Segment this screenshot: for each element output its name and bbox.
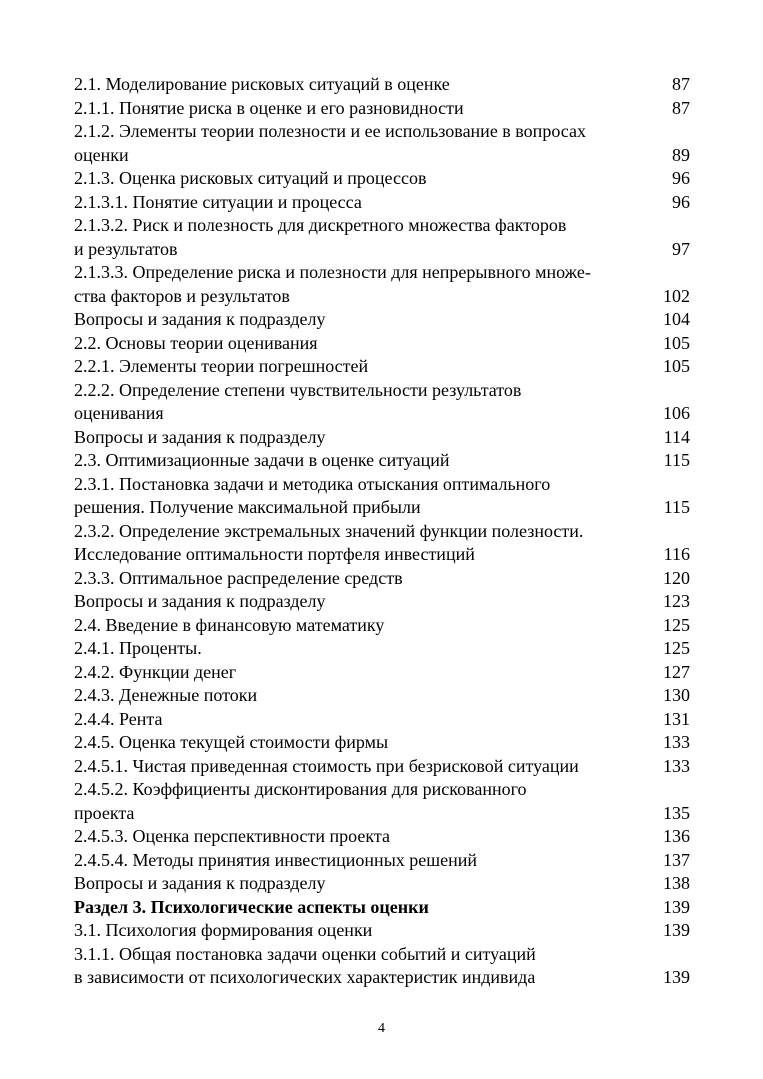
toc-line [74, 708, 690, 732]
toc-page-number: 87 [672, 97, 690, 118]
toc-entry-title: Вопросы и задания к подразделу [74, 591, 326, 611]
toc-line [74, 684, 690, 708]
toc-page-number: 139 [663, 896, 690, 917]
toc-entry-title: и результатов [74, 238, 178, 259]
toc-line [74, 614, 690, 638]
toc-page-number: 116 [663, 544, 690, 564]
toc-entry-title: 2.1. Моделирование рисковых ситуаций в оценке [74, 74, 450, 94]
toc-page-number: 135 [663, 802, 690, 823]
toc-page-number: 89 [672, 144, 690, 165]
toc-page-number: 125 [663, 638, 690, 658]
toc-line [74, 379, 690, 403]
page-number: 4 [378, 1021, 385, 1036]
toc-entry-title: 2.4. Введение в финансовую математику [74, 614, 385, 635]
toc-entry-title: 2.1.3. Оценка рисковых ситуаций и процессов [74, 168, 427, 188]
toc-section-heading [74, 896, 690, 920]
toc-line [74, 872, 690, 896]
toc-line [74, 332, 690, 356]
toc-page-number: 115 [663, 450, 690, 470]
toc-page-number: 102 [663, 285, 690, 306]
toc-page-number: 87 [672, 74, 690, 94]
toc-entry-title: 2.3.1. Постановка задачи и методика отыскания оптимального [74, 473, 551, 494]
toc-line [74, 825, 690, 849]
toc-entry-title: решения. Получение максимальной прибыли [74, 497, 421, 517]
toc-line [74, 590, 690, 614]
toc-entry-title: 2.4.2. Функции денег [74, 661, 237, 682]
toc-entry-title: 2.4.5.2. Коэффициенты дисконтирования для рискованного [74, 779, 527, 799]
toc-entry-title: 2.4.3. Денежные потоки [74, 685, 258, 705]
toc-entry-title: оценки [74, 144, 129, 165]
toc-entry-title: ства факторов и результатов [74, 285, 290, 306]
toc-page-number: 96 [672, 168, 690, 188]
toc-entry-title: 3.1. Психология формирования оценки [74, 920, 373, 940]
toc-entry-title: 2.3.3. Оптимальное распределение средств [74, 567, 403, 588]
toc-line [74, 919, 690, 943]
toc-line [74, 426, 690, 450]
toc-line [74, 731, 690, 755]
toc-line [74, 73, 690, 97]
toc-entry-title: Вопросы и задания к подразделу [74, 309, 326, 329]
toc-entry-title: 2.3.2. Определение экстремальных значений функции полезности. [74, 520, 584, 541]
toc-line [74, 261, 690, 285]
toc-entry-title: Вопросы и задания к подразделу [74, 426, 326, 447]
toc-line [74, 97, 690, 121]
toc-entry-title: 2.1.3.3. Определение риска и полезности для непрерывного множе- [74, 262, 591, 282]
toc-page-number: 105 [663, 332, 690, 353]
toc-entry-title: 2.3. Оптимизационные задачи в оценке ситуаций [74, 450, 450, 470]
toc-line [74, 966, 690, 990]
toc-page-number: 96 [672, 191, 690, 212]
toc-line [74, 355, 690, 379]
toc-entry-title: 2.4.5.1. Чистая приведенная стоимость при безрисковой ситуации [74, 755, 579, 776]
toc-line [74, 567, 690, 591]
toc-entry-title: 2.4.1. Проценты. [74, 638, 202, 658]
toc-entry-title: 2.4.5. Оценка текущей стоимости фирмы [74, 732, 389, 752]
toc-line [74, 778, 690, 802]
toc-page-number: 130 [663, 685, 690, 705]
toc-line [74, 637, 690, 661]
toc-line [74, 520, 690, 544]
toc-page-number: 131 [663, 708, 690, 729]
toc-page-number: 127 [663, 661, 690, 682]
toc-page-number: 123 [663, 591, 690, 611]
toc-line [74, 496, 690, 520]
toc-page-number: 139 [663, 967, 690, 987]
toc-page-number: 139 [663, 920, 690, 940]
toc-page-number: 136 [663, 826, 690, 846]
toc-entry-title: Исследование оптимальности портфеля инвестиций [74, 544, 475, 564]
toc-entry-title: оценивания [74, 403, 164, 423]
toc-entry-title: 2.2. Основы теории оценивания [74, 332, 318, 353]
toc-line [74, 238, 690, 262]
toc-page-number: 115 [663, 497, 690, 517]
toc-entry-title: 2.1.1. Понятие риска в оценке и его разновидности [74, 97, 464, 118]
toc-line [74, 120, 690, 144]
toc-entry-title: 2.4.5.4. Методы принятия инвестиционных решений [74, 849, 478, 870]
toc-line [74, 473, 690, 497]
toc-line [74, 144, 690, 168]
toc-page-number: 106 [663, 403, 690, 423]
toc-page-number: 133 [663, 732, 690, 752]
toc-entry-title: 2.4.5.3. Оценка перспективности проекта [74, 826, 390, 846]
toc-entry-title: 3.1.1. Общая постановка задачи оценки событий и ситуаций [74, 943, 536, 964]
toc-page-number: 125 [663, 614, 690, 635]
toc-entry-title: 2.1.2. Элементы теории полезности и ее использование в вопросах [74, 121, 586, 141]
toc-line [74, 755, 690, 779]
toc-line [74, 214, 690, 238]
toc-page-number: 104 [663, 309, 690, 329]
toc-page-number: 120 [663, 567, 690, 588]
toc-line [74, 449, 690, 473]
toc-line [74, 943, 690, 967]
toc-page-number: 137 [663, 849, 690, 870]
toc-line [74, 849, 690, 873]
toc-line [74, 285, 690, 309]
toc-page-number: 105 [663, 356, 690, 376]
toc-entry-title: Вопросы и задания к подразделу [74, 873, 326, 893]
toc-entry-title: 2.1.3.2. Риск и полезность для дискретного множества факторов [74, 215, 567, 235]
toc-line [74, 167, 690, 191]
toc-entry-title: 2.2.1. Элементы теории погрешностей [74, 356, 369, 376]
toc-page-number: 114 [663, 426, 690, 447]
toc-page-number: 97 [672, 238, 690, 259]
toc-line [74, 308, 690, 332]
toc-line [74, 661, 690, 685]
table-of-contents [74, 73, 690, 990]
toc-entry-title: 2.1.3.1. Понятие ситуации и процесса [74, 191, 362, 212]
toc-line [74, 543, 690, 567]
toc-entry-title: Раздел 3. Психологические аспекты оценки [74, 896, 429, 917]
toc-page-number: 133 [663, 755, 690, 776]
toc-entry-title: 2.2.2. Определение степени чувствительности результатов [74, 379, 522, 400]
toc-entry-title: в зависимости от психологических характеристик индивида [74, 967, 536, 987]
toc-page-number: 138 [663, 873, 690, 893]
toc-line [74, 191, 690, 215]
toc-line [74, 802, 690, 826]
toc-line [74, 402, 690, 426]
toc-entry-title: проекта [74, 802, 135, 823]
toc-entry-title: 2.4.4. Рента [74, 708, 163, 729]
